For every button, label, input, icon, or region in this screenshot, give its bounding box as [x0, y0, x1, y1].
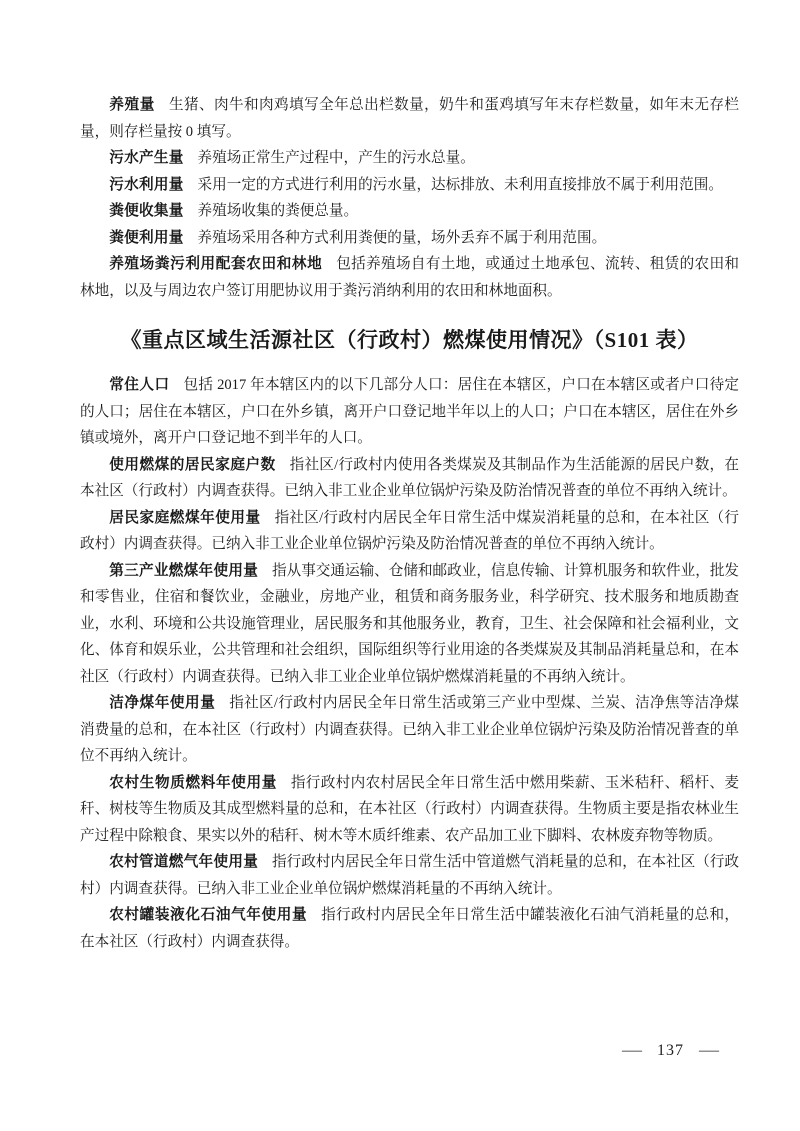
term-label: 农村生物质燃料年使用量: [109, 774, 277, 791]
term-label: 粪便利用量: [109, 229, 184, 246]
term-label: 粪便收集量: [109, 203, 184, 219]
definition-paragraph: [80, 92, 739, 145]
definition-paragraph: [80, 902, 739, 955]
page-footer: [0, 1042, 800, 1060]
term-definition: 指行政村内居民全年日常生活中罐装液化石油气消耗量的总和，在本社区（行政村）内调查获得。: [80, 907, 739, 950]
term-label: 居民家庭燃煤年使用量: [109, 509, 261, 526]
definition-paragraph: [80, 145, 739, 172]
term-definition: 包括 2017 年本辖区内的以下几部分人口：居住在本辖区，户口在本辖区或者户口待定的人口；居住在本辖区，户口在外乡镇，离开户口登记地半年以上的人口；户口在本辖区，居住在外乡镇或境外，离开户口登记地不到半年的人口。: [80, 377, 740, 446]
term-label: 养殖场粪污利用配套农田和林地: [109, 256, 323, 272]
section-title: 《重点区域生活源社区（行政村）燃煤使用情况》（S101 表）: [120, 328, 699, 352]
term-definition: 包括养殖场自有土地，或通过土地承包、流转、租赁的农田和林地，以及与周边农户签订用肥协议用于粪污消纳利用的农田和林地面积。: [80, 256, 739, 299]
definition-paragraph: [80, 558, 739, 691]
term-definition: 指社区/行政村内使用各类煤炭及其制品作为生活能源的居民户数，在本社区（行政村）内调查获得。已纳入非工业企业单位锅炉污染及防治情况普查的单位不再纳入统计。: [80, 456, 739, 499]
definition-paragraph: [80, 172, 739, 199]
term-definition: 指社区/行政村内居民全年日常生活或第三产业中型煤、兰炭、洁净焦等洁净煤消费量的总和，在本社区（行政村）内调查获得。已纳入非工业企业单位锅炉污染及防治情况普查的单位不再纳入统计。: [80, 695, 739, 764]
term-definition: 养殖场正常生产过程中，产生的污水总量。: [197, 150, 475, 166]
footer-dash-left: —: [622, 1042, 642, 1059]
term-definition: 生猪、肉牛和肉鸡填写全年总出栏数量，奶牛和蛋鸡填写年末存栏数量，如年末无存栏量，则存栏量按 0 填写。: [80, 97, 739, 140]
definition-paragraph: [80, 770, 739, 850]
term-label: 常住人口: [109, 377, 170, 393]
page-number: 137: [657, 1042, 684, 1059]
term-label: 农村罐装液化石油气年使用量: [109, 907, 308, 923]
term-definition: 养殖场采用各种方式利用粪便的量，场外丢弃不属于利用范围。: [197, 229, 607, 246]
term-definition: 指行政村内居民全年日常生活中管道燃气消耗量的总和，在本社区（行政村）内调查获得。已纳入非工业企业单位锅炉燃煤消耗量的不再纳入统计。: [80, 854, 740, 897]
term-definition: 采用一定的方式进行利用的污水量，达标排放、未利用直接排放不属于利用范围。: [197, 176, 723, 193]
term-label: 养殖量: [109, 97, 156, 113]
definition-paragraph: [80, 849, 739, 902]
term-definition: 养殖场收集的粪便总量。: [197, 203, 359, 219]
footer-dash-right: —: [699, 1042, 719, 1059]
definition-paragraph: [80, 690, 739, 770]
term-label: 污水产生量: [109, 150, 184, 166]
term-label: 农村管道燃气年使用量: [109, 854, 259, 870]
definition-paragraph: [80, 198, 739, 225]
term-label: 污水利用量: [109, 176, 184, 193]
definition-paragraph: [80, 452, 739, 505]
term-label: 第三产业燃煤年使用量: [109, 562, 259, 579]
definition-paragraph: [80, 251, 739, 304]
term-definition: 指行政村内农村居民全年日常生活中燃用柴薪、玉米秸秆、稻杆、麦秆、树枝等生物质及其成型燃料量的总和，在本社区（行政村）内调查获得。生物质主要是指农林业生产过程中除粮食、果实以外的秸秆、树木等木质纤维素、农产品加工业下脚料、农林废弃物等物质。: [80, 774, 739, 844]
definition-paragraph: [80, 372, 739, 452]
term-definition: 指从事交通运输、仓储和邮政业，信息传输、计算机服务和软件业，批发和零售业，住宿和餐饮业，金融业，房地产业，租赁和商务服务业，科学研究、技术服务和地质勘查业，水利、环境和公共设施管理业，居民服务和其他服务业，教育，卫生、社会保障和社会福利业，文化、体育和娱乐业，公共管理和社会组织，国际组织等行业用途的各类煤炭及其制品消耗量总和，在本社区（行政村）内调查获得。已纳入非工业企业单位锅炉燃煤消耗量的不再纳入统计。: [80, 562, 740, 685]
definition-paragraph: [80, 505, 739, 558]
page-content: [80, 92, 739, 955]
term-label: 洁净煤年使用量: [109, 695, 216, 711]
definition-paragraph: [80, 225, 739, 252]
term-definition: 指社区/行政村内居民全年日常生活中煤炭消耗量的总和，在本社区（行政村）内调查获得。已纳入非工业企业单位锅炉污染及防治情况普查的单位不再纳入统计。: [80, 509, 739, 552]
term-label: 使用燃煤的居民家庭户数: [109, 456, 276, 473]
